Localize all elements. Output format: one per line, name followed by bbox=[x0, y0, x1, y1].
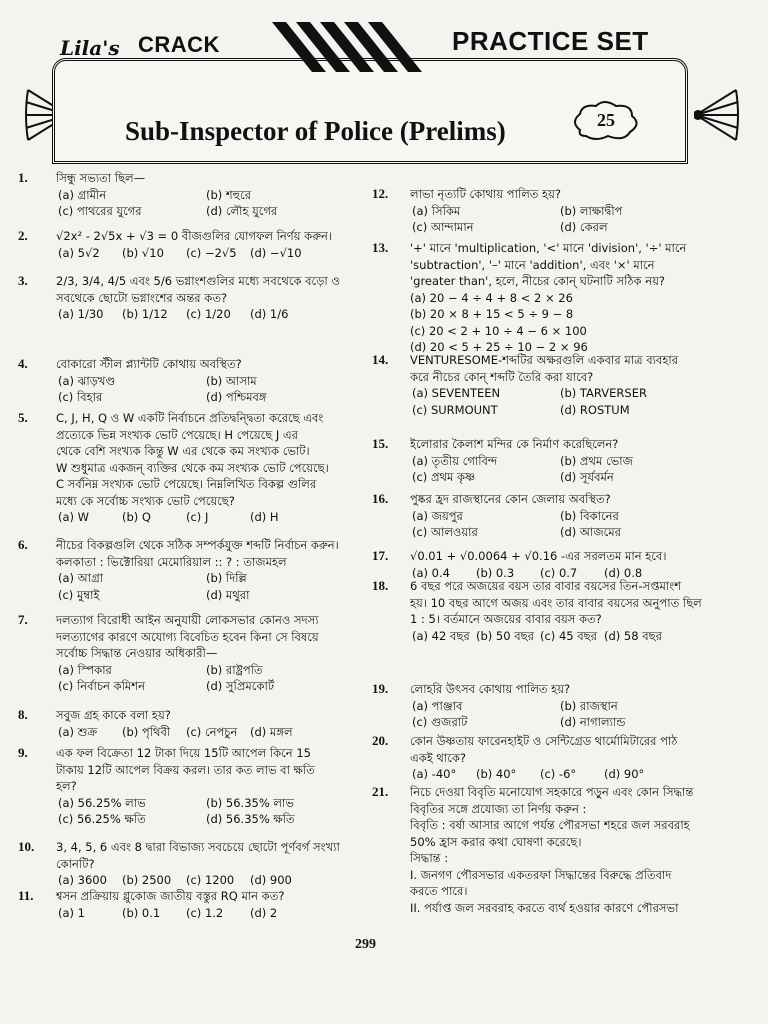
question-text-line: √2x² - 2√5x + √3 = 0 বীজগুলির যোগফল নির্ণয় করুন। bbox=[56, 229, 332, 243]
question-text-line: কোনটি? bbox=[56, 856, 95, 871]
question-number: 9. bbox=[18, 745, 28, 760]
question-number: 4. bbox=[18, 356, 28, 371]
answer-option: (a) গ্রামীন bbox=[58, 187, 107, 202]
question-text-line: মধ্যে কে সর্বোচ্চ সংখ্যক ভোট পেয়েছে? bbox=[56, 493, 235, 508]
question-text-line: সিন্ধু সভ্যতা ছিল— bbox=[56, 171, 146, 185]
question-text-line: (a) 20 − 4 ÷ 4 + 8 < 2 × 26 bbox=[410, 290, 573, 305]
answer-option: (a) 56.25% লাভ bbox=[58, 795, 146, 810]
question-text-line: থেকে বেশি সংখ্যক কিন্তু W এর থেকে কম সংখ্যক ভোট। bbox=[56, 444, 310, 458]
answer-option: (c) J bbox=[186, 510, 209, 524]
question-text-line: হল? bbox=[56, 779, 77, 793]
answer-option: (c) 1/20 bbox=[186, 307, 231, 321]
question-number: 7. bbox=[18, 612, 28, 627]
answer-option: (c) বিহার bbox=[58, 390, 103, 404]
question-number: 17. bbox=[372, 548, 389, 563]
question-number: 11. bbox=[18, 888, 34, 903]
answer-option: (c) 1200 bbox=[186, 873, 235, 887]
answer-option: (c) -6° bbox=[540, 767, 577, 781]
answer-option: (d) 58 বছর bbox=[604, 628, 662, 643]
answer-option: (c) 45 বছর bbox=[540, 628, 597, 643]
answer-option: (c) গুজরাট bbox=[412, 715, 468, 729]
answer-option: (c) প্রথম কৃষ্ণ bbox=[412, 470, 476, 484]
question-text-line: 6 বছর পরে অজয়ের বয়স তার বাবার বয়সের তিন-সপ্তমাংশ bbox=[410, 579, 682, 593]
question-text-line: I. জনগণ পৌরসভার একতরফা সিদ্ধান্তের বিরুদ্ধে প্রতিবাদ bbox=[410, 867, 672, 882]
answer-option: (a) W bbox=[58, 510, 90, 524]
answer-option: (d) পশ্চিমবঙ্গ bbox=[206, 390, 267, 404]
question-text-line: সিদ্ধান্ত : bbox=[410, 851, 449, 865]
answer-option: (c) নেপচুন bbox=[186, 724, 238, 739]
answer-option: (d) 900 bbox=[250, 873, 292, 887]
question-number: 1. bbox=[18, 170, 28, 185]
question-number: 21. bbox=[372, 784, 389, 799]
answer-option: (c) নির্বাচন কমিশন bbox=[58, 679, 145, 693]
question-text-line: W শুধুমাত্র একজন্ ব্যক্তির থেকে কম সংখ্যক ভোট পেয়েছে। bbox=[56, 460, 329, 475]
answer-option: (c) পাথরের যুগের bbox=[58, 204, 142, 218]
answer-option: (c) 1.2 bbox=[186, 905, 224, 920]
question-text-line: সবথেকে ছোটো ভগ্নাংশের অন্তর কত? bbox=[56, 290, 228, 305]
question-text-line: VENTURESOME-শব্দটির অক্ষরগুলি একবার মাত্র ব্যবহার bbox=[410, 353, 679, 367]
answer-option: (d) −√10 bbox=[250, 245, 302, 260]
answer-option: (b) 0.1 bbox=[122, 905, 161, 920]
question-text-line: টাকায় 12টি আপেল বিক্রয় করল। তার কত লাভ বা ক্ষতি bbox=[56, 762, 315, 777]
answer-option: (b) লাক্ষাদ্বীপ bbox=[560, 203, 623, 218]
right-fan-ornament-icon bbox=[694, 80, 740, 150]
question-text-line: (b) 20 × 8 + 15 < 5 ÷ 9 − 8 bbox=[410, 307, 574, 321]
question-text-line: 3, 4, 5, 6 এবং 8 দ্বারা বিভাজ্য সবচেয়ে ছোটো পূর্ণবর্গ সংখ্যা bbox=[56, 840, 340, 854]
question-text-line: বিবৃতির সঙ্গে প্রযোজ্য তা নির্ণয় করুন : bbox=[410, 801, 587, 816]
question-text-line: (d) 20 < 5 + 25 ÷ 10 − 2 × 96 bbox=[410, 340, 588, 354]
diagonal-stripes-decoration bbox=[272, 22, 422, 72]
answer-option: (a) শুক্র bbox=[58, 724, 98, 739]
question-number: 15. bbox=[372, 436, 389, 451]
question-number: 18. bbox=[372, 578, 389, 593]
answer-option: (b) শহুরে bbox=[206, 187, 252, 202]
answer-option: (d) মঙ্গল bbox=[250, 724, 293, 739]
answer-option: (a) 1 bbox=[58, 905, 85, 920]
question-text-line: '+' মানে 'multiplication, '<' মানে 'division', '÷' মানে bbox=[410, 241, 687, 255]
answer-option: (a) পাঞ্জাব bbox=[412, 698, 463, 713]
answer-option: (b) 0.3 bbox=[476, 565, 515, 580]
answer-option: (c) 56.25% ক্ষতি bbox=[58, 812, 146, 826]
question-number: 5. bbox=[18, 410, 28, 425]
answer-option: (a) SEVENTEEN bbox=[412, 386, 501, 400]
question-number: 10. bbox=[18, 839, 35, 854]
answer-option: (d) নাগাল্যান্ড bbox=[560, 715, 626, 729]
set-number: 25 bbox=[597, 110, 615, 130]
answer-option: (d) আজমের bbox=[560, 525, 621, 539]
practice-set-label: PRACTICE SET bbox=[452, 26, 649, 56]
answer-option: (a) সিকিম bbox=[412, 203, 461, 218]
answer-option: (a) 0.4 bbox=[412, 565, 450, 580]
page-subtitle: Sub-Inspector of Police (Prelims) bbox=[125, 116, 506, 146]
question-number: 14. bbox=[372, 352, 389, 367]
answer-option: (b) পৃথিবী bbox=[122, 724, 171, 739]
question-number: 20. bbox=[372, 733, 389, 748]
answer-option: (b) √10 bbox=[122, 245, 164, 260]
question-text-line: কলকাতা : ভিক্টোরিয়া মেমোরিয়াল :: ? : তাজমহল bbox=[56, 554, 287, 569]
answer-option: (c) মুম্বাই bbox=[58, 587, 100, 602]
question-text-line: √0.01 + √0.0064 + √0.16 -এর সরলতম মান হবে। bbox=[410, 549, 667, 563]
answer-option: (b) দিল্লি bbox=[206, 571, 247, 585]
answer-option: (d) H bbox=[250, 510, 279, 524]
question-text-line: 50% হ্রাস করার কথা ঘোষণা করেছে। bbox=[410, 834, 582, 849]
answer-option: (d) 2 bbox=[250, 905, 278, 920]
question-number: 12. bbox=[372, 186, 389, 201]
question-text-line: C, J, H, Q ও W একটি নির্বাচনে প্রতিদ্বন্দ্বিতা করেছে এবং bbox=[56, 411, 324, 425]
question-number: 19. bbox=[372, 681, 389, 696]
brand-italic: Lila's bbox=[60, 36, 120, 60]
answer-option: (b) রাজস্থান bbox=[560, 698, 618, 713]
answer-option: (a) স্পিকার bbox=[58, 662, 112, 677]
answer-option: (b) 40° bbox=[476, 767, 517, 781]
answer-option: (b) রাষ্ট্রপতি bbox=[206, 662, 263, 677]
question-number: 3. bbox=[18, 273, 28, 288]
answer-option: (c) আন্দামান bbox=[412, 220, 474, 234]
answer-option: (b) আসাম bbox=[206, 373, 257, 388]
question-text-line: প্রত্যেকে ভিন্ন সংখ্যক ভোট পেয়েছে। H পেয়েছে J এর bbox=[56, 427, 298, 442]
question-text-line: শ্বসন প্রক্রিয়ায় গ্লুকোজ জাতীয় বস্তুর RQ মান কত? bbox=[56, 889, 285, 903]
answer-option: (a) ঝাড়খণ্ড bbox=[58, 373, 116, 388]
question-text-line: এক ফল বিক্রেতা 12 টাকা দিয়ে 15টি আপেল কিনে 15 bbox=[56, 746, 311, 760]
question-text-line: লোহরি উৎসব কোথায় পালিত হয়? bbox=[410, 682, 571, 696]
question-text-line: নিচে দেওয়া বিবৃতি মনোযোগ সহকারে পড়ুন এবং কোন সিদ্ধান্ত bbox=[410, 785, 694, 799]
answer-option: (d) সুপ্রিমকোর্ট bbox=[206, 679, 275, 693]
answer-option: (d) 1/6 bbox=[250, 307, 289, 321]
answer-option: (b) 1/12 bbox=[122, 307, 168, 321]
question-number: 13. bbox=[372, 240, 389, 255]
answer-option: (d) 0.8 bbox=[604, 565, 643, 580]
question-text-line: লাভা নৃত্যটি কোথায় পালিত হয়? bbox=[410, 187, 561, 201]
question-text-line: সবুজ গ্রহ কাকে বলা হয়? bbox=[56, 708, 171, 722]
question-number: 6. bbox=[18, 537, 28, 552]
answer-option: (b) 50 বছর bbox=[476, 628, 534, 643]
answer-option: (c) SURMOUNT bbox=[412, 402, 498, 417]
question-text-line: পুষ্কর হ্রদ রাজস্থানের কোন জেলায় অবস্থিত? bbox=[410, 492, 611, 506]
question-text-line: 'subtraction', '–' মানে 'addition', এবং '×' মানে bbox=[410, 257, 655, 272]
question-text-line: করতে পারে। bbox=[410, 884, 468, 898]
question-text-line: C সর্বনিম্ন সংখ্যক ভোট পেয়েছে। নিম্নলিখিত বিকল্প গুলির bbox=[56, 477, 317, 491]
question-text-line: সর্বোচ্চ সিদ্ধান্ত নেওয়ার অধিকারী— bbox=[56, 646, 218, 660]
answer-option: (b) TARVERSER bbox=[560, 386, 647, 400]
question-text-line: 'greater than', হলে, নীচের কোন্ ঘটনাটি সঠিক নয়? bbox=[410, 274, 665, 288]
question-text-line: (c) 20 < 2 + 10 ÷ 4 − 6 × 100 bbox=[410, 323, 587, 338]
page-number: 299 bbox=[355, 937, 376, 952]
answer-option: (d) মথুরা bbox=[206, 587, 250, 602]
answer-option: (a) 1/30 bbox=[58, 307, 104, 321]
answer-option: (b) 56.35% লাভ bbox=[206, 795, 294, 810]
answer-option: (b) Q bbox=[122, 510, 151, 524]
question-text-line: হয়। 10 বছর আগে অজয় এবং তার বাবার বয়সের অনুপাত ছিল bbox=[410, 595, 702, 610]
answer-option: (a) 42 বছর bbox=[412, 628, 470, 643]
question-text-line: কোন উষ্ণতায় ফারেনহাইট ও সেন্টিগ্রেড থার্মোমিটারের পাঠ bbox=[410, 734, 678, 748]
answer-option: (a) আগ্রা bbox=[58, 571, 104, 585]
question-text-line: 2/3, 3/4, 4/5 এবং 5/6 ভগ্নাংশগুলির মধ্যে সবথেকে বড়ো ও bbox=[56, 274, 340, 288]
question-text-line: একই থাকে? bbox=[410, 750, 466, 765]
question-number: 8. bbox=[18, 707, 28, 722]
answer-option: (b) প্রথম ভোজ bbox=[560, 453, 633, 468]
answer-option: (a) জয়পুর bbox=[412, 508, 463, 523]
right-column bbox=[372, 186, 742, 926]
answer-option: (d) লৌহ যুগের bbox=[206, 204, 278, 218]
question-text-line: দলত্যাগ বিরোধী আইন অনুযায়ী লোকসভার কোনও সদস্য bbox=[56, 613, 319, 627]
answer-option: (a) 5√2 bbox=[58, 245, 100, 260]
question-text-line: দলত্যাগের কারণে অযোগ্য বিবেচিত হবেন কিনা সে বিষয়ে bbox=[56, 629, 319, 644]
answer-option: (a) 3600 bbox=[58, 873, 107, 887]
answer-option: (d) সূর্যবর্মন bbox=[560, 470, 614, 484]
answer-option: (c) −2√5 bbox=[186, 245, 237, 260]
question-number: 2. bbox=[18, 228, 28, 243]
question-number: 16. bbox=[372, 491, 389, 506]
answer-option: (a) তৃতীয় গোবিন্দ bbox=[412, 453, 498, 468]
answer-option: (b) বিকানের bbox=[560, 508, 619, 523]
question-text-line: বোকারো স্টীল প্ল্যান্টটি কোথায় অবস্থিত? bbox=[56, 357, 242, 371]
answer-option: (d) 90° bbox=[604, 767, 645, 781]
left-column bbox=[18, 170, 368, 940]
question-text-line: 1 : 5। বর্তমানে অজয়ের বাবার বয়স কত? bbox=[410, 612, 602, 626]
question-text-line: II. পর্যাপ্ত জল সরবরাহ করতে ব্যর্থ হওয়ার কারণে পৌরসভা bbox=[410, 900, 679, 915]
question-text-line: ইলোরার কৈলাশ মন্দির কে নির্মাণ করেছিলেন? bbox=[410, 437, 619, 451]
answer-option: (c) 0.7 bbox=[540, 565, 578, 580]
answer-option: (b) 2500 bbox=[122, 873, 172, 887]
question-text-line: করে নীচের কোন্ শব্দটি তৈরি করা যাবে? bbox=[410, 369, 594, 384]
brand-name: CRACK bbox=[138, 32, 220, 57]
answer-option: (d) 56.35% ক্ষতি bbox=[206, 812, 295, 826]
answer-option: (a) -40° bbox=[412, 767, 457, 781]
answer-option: (d) কেরল bbox=[560, 220, 608, 234]
answer-option: (d) ROSTUM bbox=[560, 402, 630, 417]
answer-option: (c) আলওয়ার bbox=[412, 525, 478, 539]
question-text-line: নীচের বিকল্পগুলি থেকে সঠিক সম্পর্কযুক্ত শব্দটি নির্বাচন করুন। bbox=[56, 538, 339, 552]
question-text-line: বিবৃতি : বর্ষা আসার আগে পর্যন্ত পৌরসভা শহরে জল সরবরাহ bbox=[410, 818, 690, 832]
